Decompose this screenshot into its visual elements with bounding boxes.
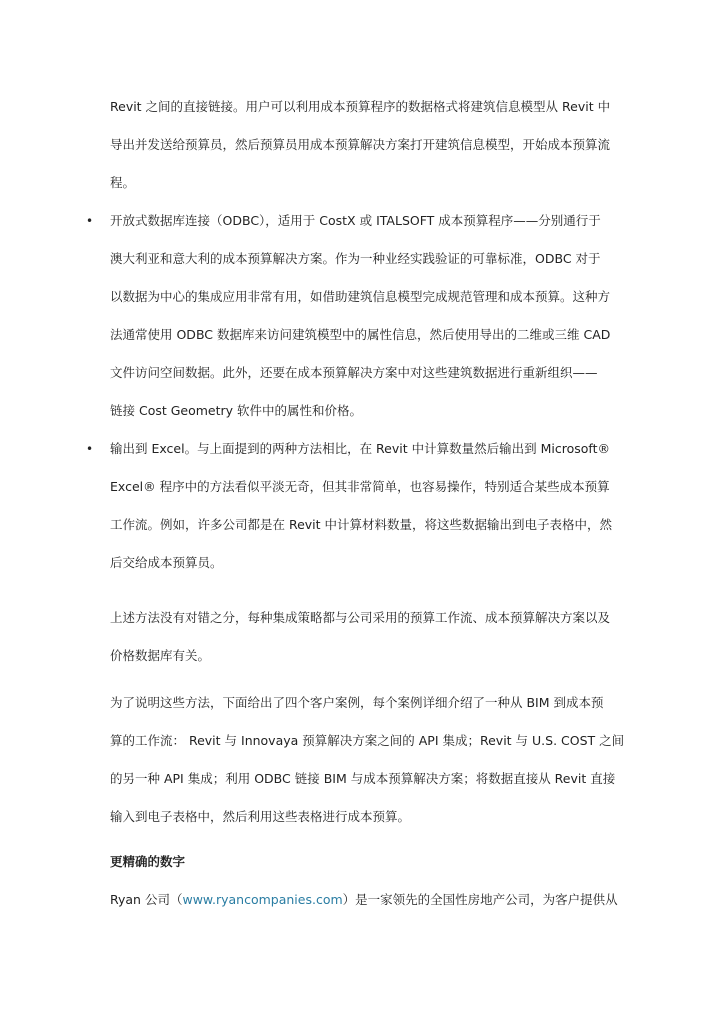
paragraph-line: 价格数据库有关。 [110,648,211,663]
bullet-odbc-line: 澳大利亚和意大利的成本预算解决方案。作为一种业经实践验证的可靠标准，ODBC 对于 [110,251,601,266]
bullet-marker: • [86,214,94,228]
paragraph-line: 程。 [110,175,136,190]
ryan-text-before: Ryan 公司（ [110,892,183,907]
paragraph-line: 为了说明这些方法，下面给出了四个客户案例，每个案例详细介绍了一种从 BIM 到成本预 [110,695,604,710]
paragraph-line: 输入到电子表格中，然后利用这些表格进行成本预算。 [110,809,411,824]
bullet-odbc-line: 以数据为中心的集成应用非常有用，如借助建筑信息模型完成规范管理和成本预算。这种方 [110,289,611,304]
paragraph-line: Revit 之间的直接链接。用户可以利用成本预算程序的数据格式将建筑信息模型从 Revit 中 [110,99,611,114]
bullet-odbc-line: 链接 Cost Geometry 软件中的属性和价格。 [110,403,363,418]
ryan-text-after: ）是一家领先的全国性房地产公司，为客户提供从 [342,892,618,907]
bullet-excel-line: 后交给成本预算员。 [110,555,223,570]
ryan-companies-link[interactable]: www.ryancompanies.com [182,892,343,907]
paragraph-line: 的另一种 API 集成；利用 ODBC 链接 BIM 与成本预算解决方案；将数据直接从 Revit 直接 [110,771,616,786]
paragraph-line: 导出并发送给预算员，然后预算员用成本预算解决方案打开建筑信息模型，开始成本预算流 [110,137,611,152]
bullet-odbc-line: 文件访问空间数据。此外，还要在成本预算解决方案中对这些建筑数据进行重新组织—— [110,365,598,380]
bullet-excel-line: 工作流。例如，许多公司都是在 Revit 中计算材料数量，将这些数据输出到电子表格中，然 [110,517,613,532]
bullet-excel-line: 输出到 Excel。与上面提到的两种方法相比，在 Revit 中计算数量然后输出到 Microsoft® [110,441,610,456]
bullet-odbc-line: 开放式数据库连接（ODBC），适用于 CostX 或 ITALSOFT 成本预算程序——分别通行于 [110,213,601,228]
section-heading: 更精确的数字 [110,854,186,869]
bullet-excel-line: Excel® 程序中的方法看似平淡无奇，但其非常简单，也容易操作，特别适合某些成本预算 [110,479,610,494]
paragraph-line: 上述方法没有对错之分，每种集成策略都与公司采用的预算工作流、成本预算解决方案以及 [110,610,611,625]
bullet-odbc-line: 法通常使用 ODBC 数据库来访问建筑模型中的属性信息，然后使用导出的二维或三维 CAD [110,327,611,342]
paragraph-line: 算的工作流： Revit 与 Innovaya 预算解决方案之间的 API 集成；Revit 与 U.S. COST 之间 [110,733,625,748]
bullet-marker: • [86,442,94,456]
ryan-paragraph-line [110,892,620,908]
